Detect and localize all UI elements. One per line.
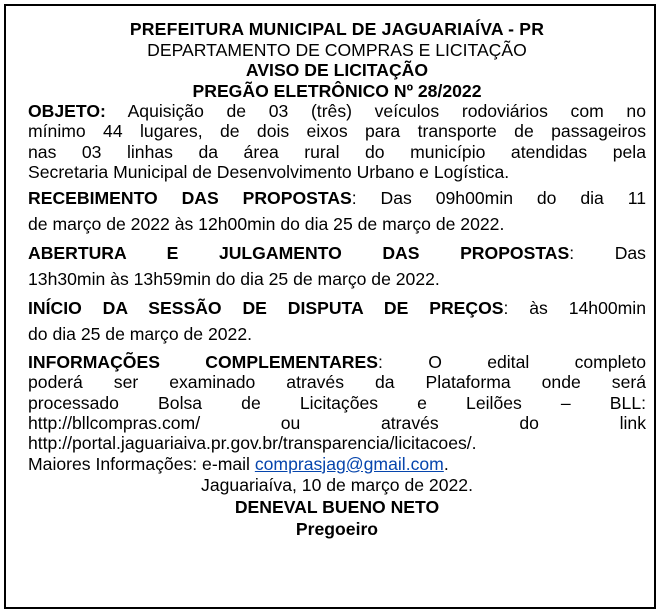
footer-signatory-role: Pregoeiro [295,518,379,539]
recebimento-label: RECEBIMENTO DAS PROPOSTAS [28,188,352,209]
header-department: DEPARTAMENTO DE COMPRAS E LICITAÇÃO [147,39,527,60]
header-tender-number: PREGÃO ELETRÔNICO Nº 28/2022 [192,80,482,101]
notice-frame [4,4,656,609]
footer-signatory-name: DENEVAL BUENO NETO [234,496,440,517]
objeto-line-4: Secretaria Municipal de Desenvolvimento Urbano e Logística. [28,161,510,182]
abertura-line-1: ABERTURA E JULGAMENTO DAS PROPOSTAS: Das [28,243,646,264]
informacoes-line-3: processado Bolsa de Licitações e Leilões – BLL: [28,392,646,413]
informacoes-line-4: http://bllcompras.com/ ou através do link [28,413,646,434]
informacoes-line-2: poderá ser examinado através da Plataforma onde será [28,372,646,393]
informacoes-label: INFORMAÇÕES COMPLEMENTARES [28,352,378,373]
header-notice-type: AVISO DE LICITAÇÃO [245,60,429,80]
abertura-label: ABERTURA E JULGAMENTO DAS PROPOSTAS [28,243,570,264]
inicio-line-1: INÍCIO DA SESSÃO DE DISPUTA DE PREÇOS: às 14h00min [28,298,646,319]
section-abertura [28,240,646,292]
section-recebimento [28,185,646,237]
objeto-line-1: OBJETO: Aquisição de 03 (três) veículos rodoviários com no [28,101,646,121]
notice-document [28,19,646,540]
section-inicio [28,295,646,347]
recebimento-line-1: RECEBIMENTO DAS PROPOSTAS: Das 09h00min do dia 11 [28,188,646,209]
informacoes-line-5: http://portal.jaguariaiva.pr.gov.br/transparencia/licitacoes/. [28,433,477,454]
section-informacoes [28,352,646,474]
inicio-line-2: do dia 25 de março de 2022. [28,324,252,345]
header-municipality: PREFEITURA MUNICIPAL DE JAGUARIAÍVA - PR [129,19,545,39]
recebimento-line-2: de março de 2022 às 12h00min do dia 25 de março de 2022. [28,214,505,235]
footer-place-date: Jaguariaíva, 10 de março de 2022. [201,474,473,495]
objeto-line-3: nas 03 linhas da área rural do município atendidas pela [28,141,646,162]
informacoes-line-1: INFORMAÇÕES COMPLEMENTARES: O edital completo [28,352,646,373]
abertura-line-2: 13h30min às 13h59min do dia 25 de março de 2022. [28,269,440,290]
section-objeto [28,101,646,182]
email-link[interactable]: comprasjag@gmail.com [254,453,444,474]
objeto-line-2: mínimo 44 lugares, de dois eixos para transporte de passageiros [28,121,646,142]
objeto-label: OBJETO: [28,101,106,121]
contact-line: Maiores Informações: e-mail comprasjag@gmail.com. [28,453,449,474]
inicio-label: INÍCIO DA SESSÃO DE DISPUTA DE PREÇOS [28,298,504,319]
